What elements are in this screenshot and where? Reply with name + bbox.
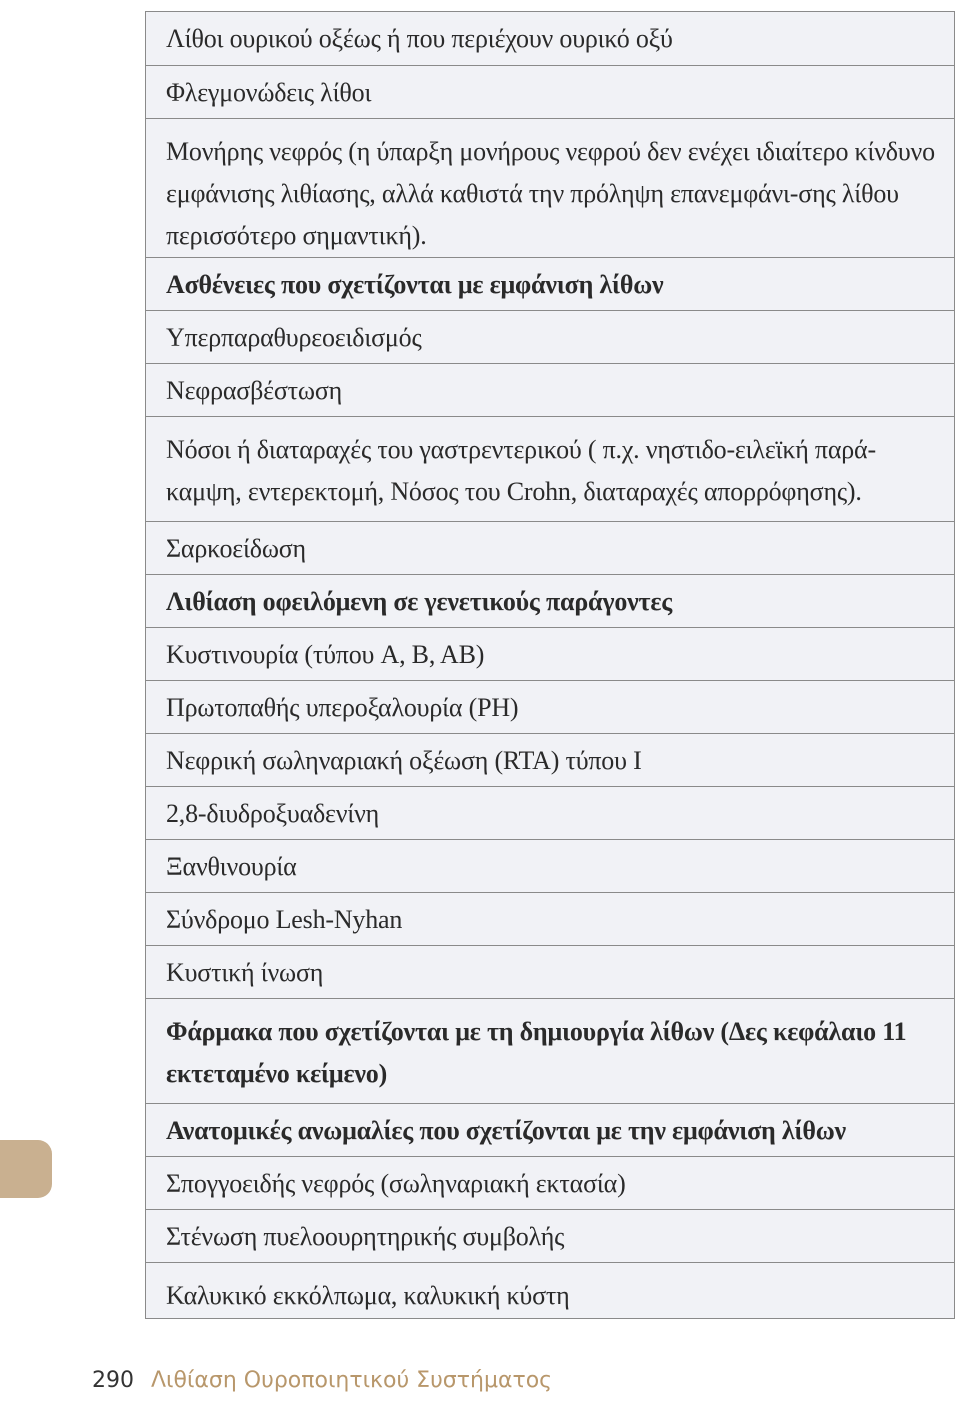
- table-section-heading: Φάρμακα που σχετίζονται με τη δημιουργία λίθων (Δες κεφάλαιο 11 εκτεταμένο κείμενο): [146, 998, 954, 1103]
- table-row: Νεφρασβέστωση: [146, 363, 954, 416]
- table-row: Στένωση πυελοουρητηρικής συμβολής: [146, 1209, 954, 1262]
- page-number: 290: [92, 1368, 134, 1393]
- page-footer: [92, 1366, 552, 1396]
- table-row: Νόσοι ή διαταραχές του γαστρεντερικού ( π.χ. νηστιδο-ειλεϊκή παρά-καμψη, εντερεκτομή, Νόσος του Crohn, διαταραχές απορρόφησης).: [146, 416, 954, 521]
- table-row: Κυστινουρία (τύπου A, B, AB): [146, 627, 954, 680]
- table-row: Σπογγοειδής νεφρός (σωληναριακή εκτασία): [146, 1156, 954, 1209]
- stone-causes-table: [145, 11, 955, 1319]
- table-section-heading: Λιθίαση οφειλόμενη σε γενετικούς παράγοντες: [146, 574, 954, 627]
- table-row: Σύνδρομο Lesh-Nyhan: [146, 892, 954, 945]
- table-section-heading: Ασθένειες που σχετίζονται με εμφάνιση λίθων: [146, 257, 954, 310]
- table-row: Κυστική ίνωση: [146, 945, 954, 998]
- table-row: Νεφρική σωληναριακή οξέωση (RTA) τύπου I: [146, 733, 954, 786]
- chapter-title: Λιθίαση Ουροποιητικού Συστήματος: [151, 1368, 553, 1393]
- table-section-heading: Ανατομικές ανωμαλίες που σχετίζονται με την εμφάνιση λίθων: [146, 1103, 954, 1156]
- table-row: Λίθοι ουρικού οξέως ή που περιέχουν ουρικό οξύ: [166, 24, 673, 53]
- table-row: Σαρκοείδωση: [146, 521, 954, 574]
- table-row: Φλεγμονώδεις λίθοι: [146, 65, 954, 118]
- table-row: Πρωτοπαθής υπεροξαλουρία (PH): [146, 680, 954, 733]
- table-row: Ξανθινουρία: [146, 839, 954, 892]
- side-thumb-tab: [0, 1140, 52, 1198]
- table-row: 2,8-διυδροξυαδενίνη: [146, 786, 954, 839]
- table-row: Καλυκικό εκκόλπωμα, καλυκική κύστη: [146, 1262, 954, 1318]
- table-row: Υπερπαραθυρεοειδισμός: [146, 310, 954, 363]
- table-row: Μονήρης νεφρός (η ύπαρξη μονήρους νεφρού δεν ενέχει ιδιαίτερο κίνδυνο εμφάνισης λιθίασης, αλλά καθιστά την πρόληψη επανεμφάνι-σης λίθου περισσότερο σημαντική).: [146, 118, 954, 257]
